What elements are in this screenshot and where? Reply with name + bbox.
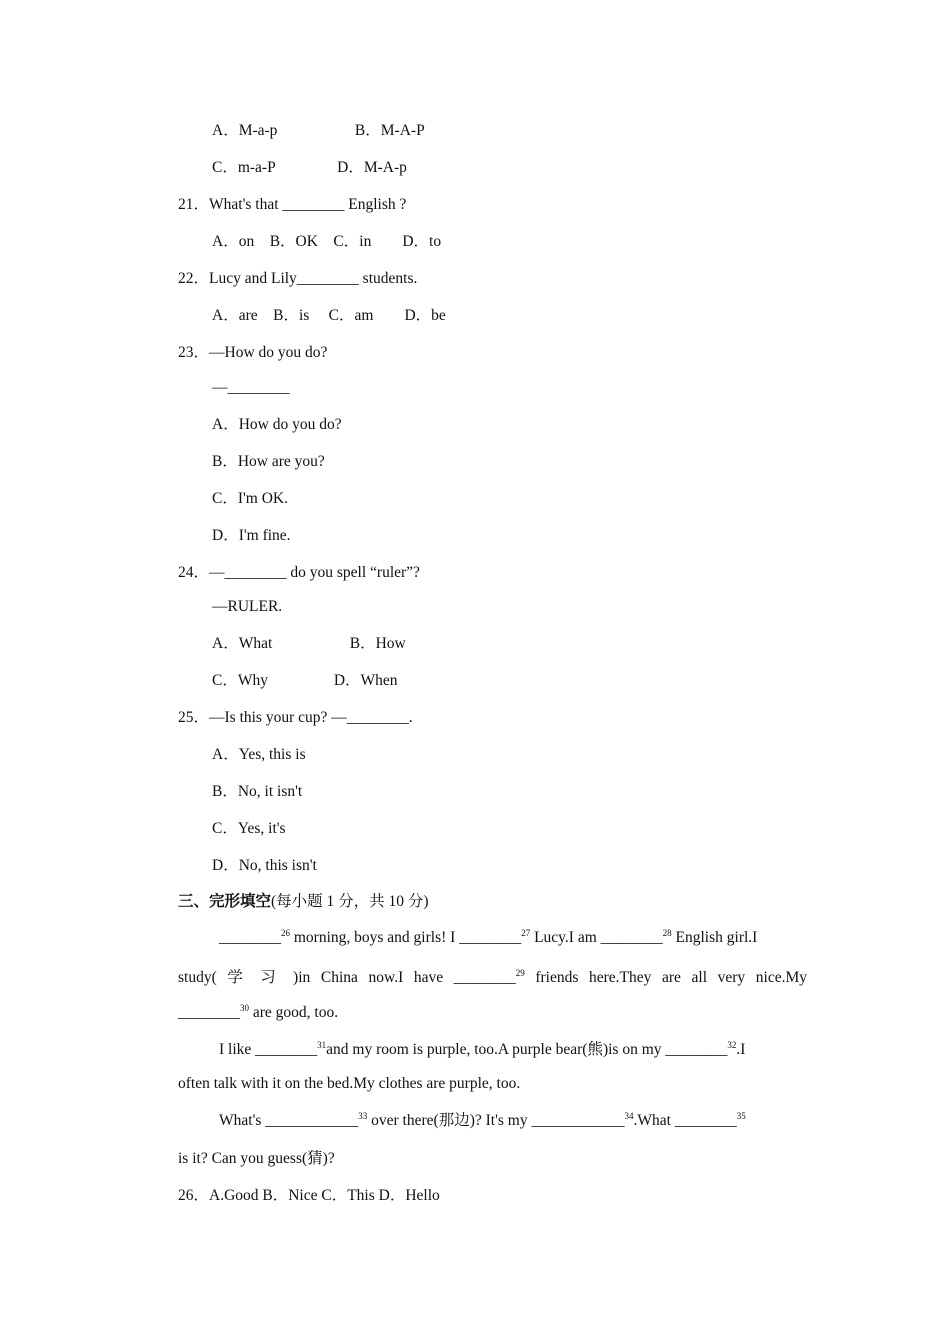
blank-number-32: 32 — [727, 1040, 737, 1050]
blank-number-29: 29 — [515, 968, 525, 978]
passage-text: ________ — [219, 929, 281, 946]
q23-option-b: B．How are you? — [212, 453, 325, 470]
section-title: 三、完形填空 — [178, 893, 272, 910]
q21-options: A．on B．OK C．in D．to — [212, 233, 442, 250]
passage-text: ________ — [178, 1004, 240, 1021]
q20-options-row2: C．m-a-P D．M-A-p — [212, 159, 407, 176]
blank-number-27: 27 — [521, 928, 531, 938]
q25-option-d: D．No, this isn't — [212, 857, 317, 874]
section-note: (每小题 1 分，共 10 分) — [271, 893, 429, 910]
passage-text: study( 学 习 )in China now.I have ________ — [178, 969, 516, 986]
q25-option-c: C．Yes, it's — [212, 820, 286, 837]
blank-number-35: 35 — [736, 1111, 746, 1121]
q24-stem: 24．—________ do you spell “ruler”? — [178, 564, 420, 581]
blank-number-28: 28 — [662, 928, 672, 938]
q23-option-a: A．How do you do? — [212, 416, 342, 433]
q24-response: —RULER. — [212, 598, 283, 615]
q26-options: 26．A.Good B．Nice C．This D．Hello — [178, 1187, 440, 1204]
passage-text: are good, too. — [249, 1004, 339, 1021]
passage-text: What's ____________ — [219, 1112, 359, 1129]
q25-stem: 25．—Is this your cup? —________. — [178, 709, 413, 726]
blank-number-26: 26 — [281, 928, 290, 938]
q20-options-row1: A．M-a-p B．M-A-P — [212, 122, 425, 139]
passage-text: English girl.I — [671, 929, 758, 946]
passage-text: and my room is purple, too.A purple bear(熊)is on my ________ — [326, 1041, 728, 1058]
q23-stem: 23．—How do you do? — [178, 344, 328, 361]
blank-number-34: 34 — [624, 1111, 634, 1121]
passage-text: .What ________ — [633, 1112, 737, 1129]
passage-text: over there(那边)? It's my ____________ — [367, 1112, 625, 1129]
q24-options-row2: C．Why D．When — [212, 672, 398, 689]
blank-number-33: 33 — [358, 1111, 368, 1121]
passage-text: .I — [736, 1041, 746, 1058]
passage-p3-line1 — [219, 1111, 746, 1131]
q22-stem: 22．Lucy and Lily________ students. — [178, 270, 418, 287]
blank-number-30: 30 — [240, 1003, 249, 1013]
passage-text: Lucy.I am ________ — [530, 929, 663, 946]
passage-text: morning, boys and girls! I ________ — [290, 929, 522, 946]
passage-text: I like ________ — [219, 1041, 318, 1058]
q24-options-row1: A．What B．How — [212, 635, 406, 652]
q25-option-a: A．Yes, this is — [212, 746, 306, 763]
passage-p1-line3 — [178, 1003, 338, 1023]
q23-option-d: D．I'm fine. — [212, 527, 291, 544]
q23-response-blank: —________ — [212, 379, 290, 396]
passage-text: friends here.They are all very nice.My — [524, 969, 807, 986]
q22-options: A．are B．is C．am D．be — [212, 307, 446, 324]
passage-p2-line1 — [219, 1040, 745, 1060]
q23-option-c: C．I'm OK. — [212, 490, 288, 507]
passage-p1-line2 — [178, 968, 807, 988]
q25-option-b: B．No, it isn't — [212, 783, 303, 800]
blank-number-31: 31 — [317, 1040, 327, 1050]
q21-stem: 21．What's that ________ English ? — [178, 196, 407, 213]
passage-p2-line2: often talk with it on the bed.My clothes are purple, too. — [178, 1075, 521, 1092]
passage-p1-line1 — [219, 928, 757, 948]
passage-p3-line2: is it? Can you guess(猜)? — [178, 1150, 335, 1167]
section-heading — [178, 892, 429, 912]
